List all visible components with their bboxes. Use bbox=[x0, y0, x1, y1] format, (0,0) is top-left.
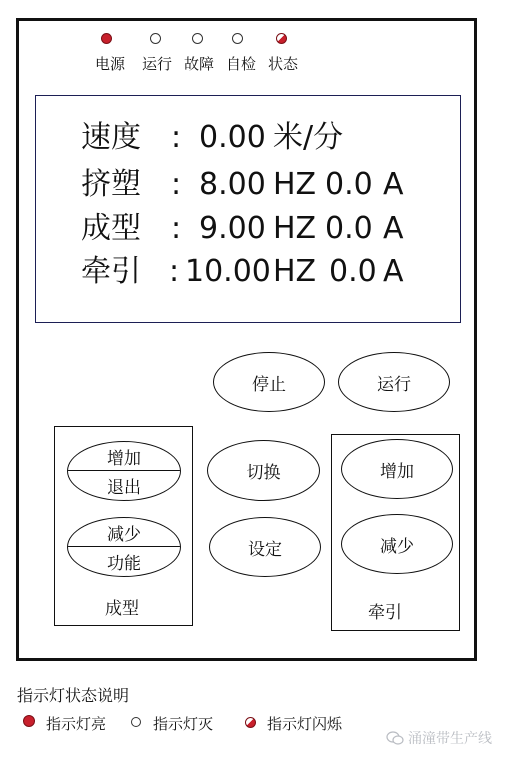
indicator-label-status: 状态 bbox=[268, 55, 299, 73]
row-current-unit: A bbox=[383, 167, 404, 202]
legend-off-label: 指示灯灭 bbox=[153, 715, 214, 733]
row-current-unit: A bbox=[383, 254, 404, 289]
watermark-text: 涌潼带生产线 bbox=[408, 731, 492, 747]
stop-button-label: 停止 bbox=[252, 374, 286, 395]
wechat-icon bbox=[386, 731, 404, 745]
forming-exit-label: 退出 bbox=[107, 478, 141, 498]
row-name: 成型 bbox=[81, 211, 141, 246]
traction-increase-label: 增加 bbox=[380, 461, 414, 482]
forming-decrease-button[interactable] bbox=[68, 518, 180, 547]
indicator-label-power: 电源 bbox=[95, 55, 126, 73]
run-button[interactable] bbox=[338, 352, 450, 412]
row-name: 速度 bbox=[81, 120, 141, 155]
forming-increase-button[interactable] bbox=[68, 442, 180, 471]
row-current: 0.0 bbox=[325, 211, 373, 246]
indicator-label-fault: 故障 bbox=[184, 55, 215, 73]
row-unit: 米/分 bbox=[273, 120, 344, 155]
forming-increase-exit-button bbox=[67, 441, 181, 501]
row-current: 0.0 bbox=[329, 254, 377, 289]
legend-title: 指示灯状态说明 bbox=[17, 686, 130, 705]
row-value: 10.00 bbox=[185, 254, 271, 289]
row-current-unit: A bbox=[383, 211, 404, 246]
legend-off-icon bbox=[131, 717, 141, 727]
set-button-label: 设定 bbox=[248, 539, 282, 560]
run-led-icon bbox=[150, 33, 161, 44]
row-name: 牵引 bbox=[81, 254, 141, 289]
switch-button[interactable] bbox=[207, 440, 320, 501]
forming-exit-button[interactable] bbox=[68, 471, 180, 500]
traction-decrease-label: 减少 bbox=[380, 536, 414, 557]
row-unit: HZ bbox=[273, 211, 317, 246]
row-colon: : bbox=[169, 254, 180, 289]
row-colon: : bbox=[171, 211, 182, 246]
row-current: 0.0 bbox=[325, 167, 373, 202]
switch-button-label: 切换 bbox=[246, 463, 281, 483]
forming-function-button[interactable] bbox=[68, 547, 180, 576]
legend-blink-label: 指示灯闪烁 bbox=[267, 715, 343, 733]
fault-led-icon bbox=[192, 33, 203, 44]
display-screen bbox=[35, 95, 461, 323]
forming-increase-label: 增加 bbox=[107, 448, 141, 469]
stop-button[interactable] bbox=[213, 352, 325, 412]
row-unit: HZ bbox=[273, 254, 317, 289]
row-colon: : bbox=[171, 120, 182, 155]
selftest-led-icon bbox=[232, 33, 243, 44]
run-button-label: 运行 bbox=[377, 374, 411, 395]
set-button[interactable] bbox=[209, 517, 321, 577]
watermark bbox=[386, 728, 492, 748]
legend-on-icon bbox=[23, 715, 35, 727]
row-value: 0.00 bbox=[199, 120, 266, 155]
traction-decrease-button[interactable] bbox=[341, 514, 453, 574]
legend-blink-icon bbox=[245, 717, 256, 728]
traction-group-label: 牵引 bbox=[368, 603, 402, 623]
row-value: 9.00 bbox=[199, 211, 266, 246]
traction-increase-button[interactable] bbox=[341, 439, 453, 499]
forming-function-label: 功能 bbox=[107, 554, 141, 574]
forming-decrease-function-button bbox=[67, 517, 181, 577]
indicator-label-run: 运行 bbox=[142, 55, 173, 73]
forming-group-label: 成型 bbox=[105, 599, 139, 619]
row-value: 8.00 bbox=[199, 167, 266, 202]
status-led-icon bbox=[276, 33, 287, 44]
indicator-label-selftest: 自检 bbox=[226, 55, 257, 73]
row-colon: : bbox=[171, 167, 182, 202]
row-name: 挤塑 bbox=[81, 167, 141, 202]
forming-decrease-label: 减少 bbox=[107, 524, 141, 545]
row-unit: HZ bbox=[273, 167, 317, 202]
power-led-icon bbox=[101, 33, 112, 44]
legend-on-label: 指示灯亮 bbox=[46, 715, 107, 733]
